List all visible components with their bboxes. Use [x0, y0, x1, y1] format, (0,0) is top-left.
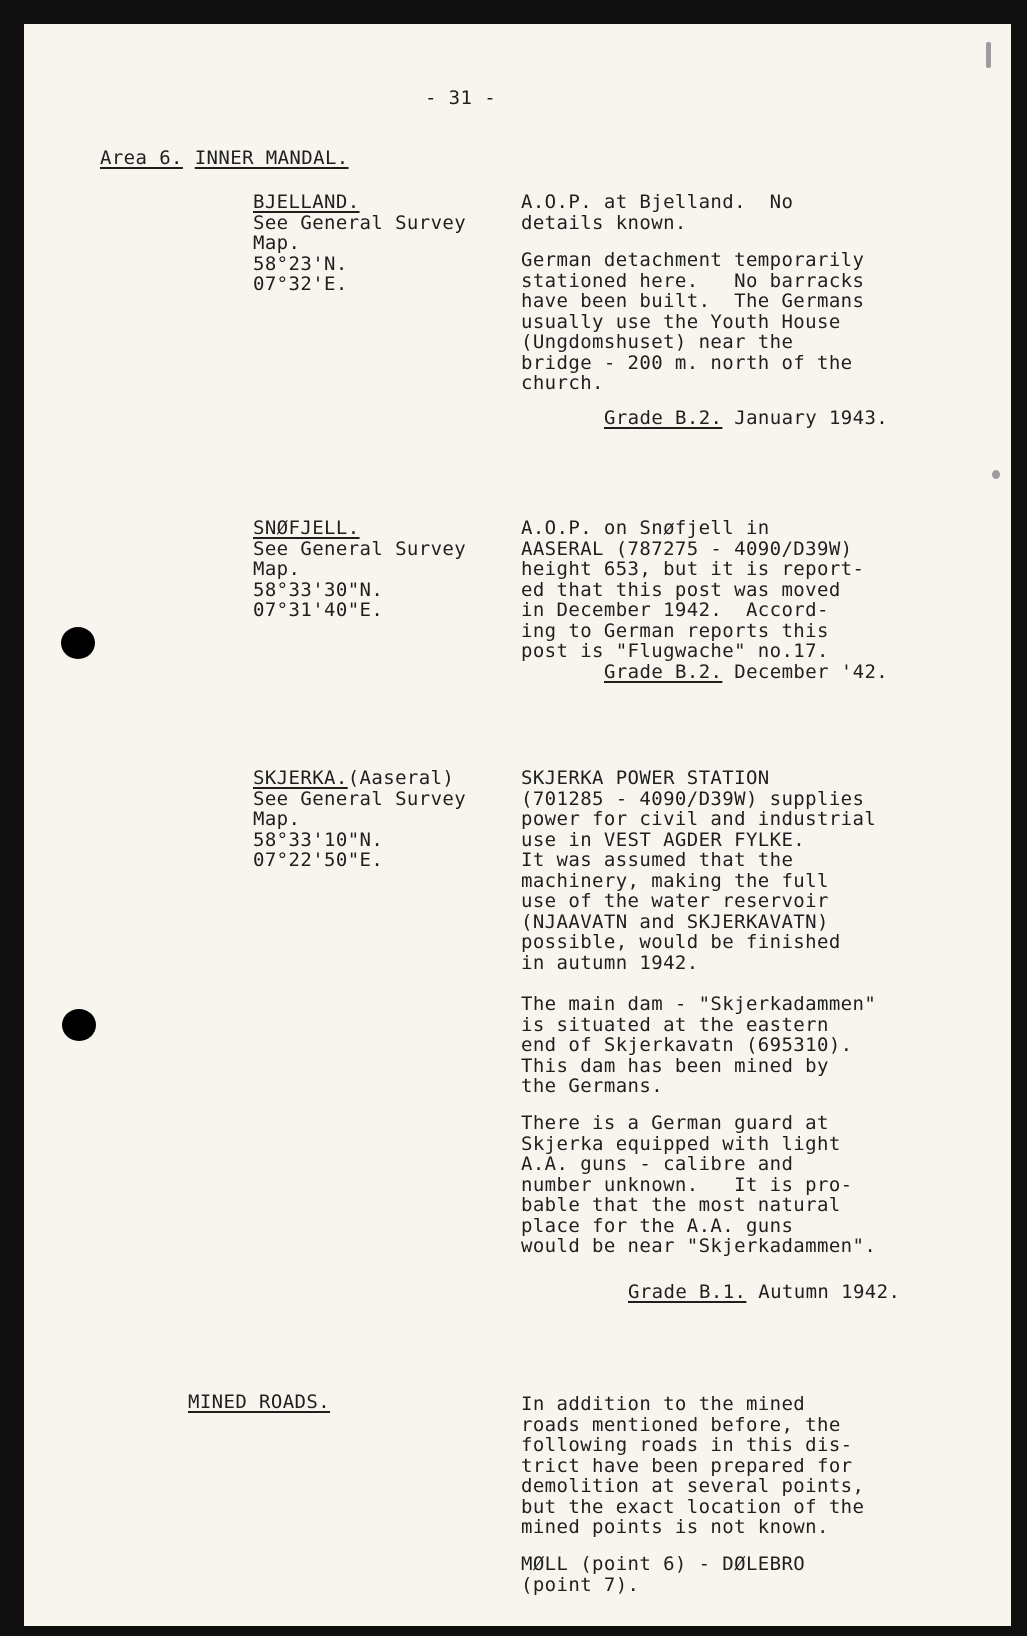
- description-line: in December 1942. Accord-: [521, 599, 829, 621]
- description-line: the Germans.: [521, 1075, 664, 1097]
- description-line: (NJAAVATN and SKJERKAVATN): [521, 910, 829, 933]
- entry-bjelland-grade: [604, 408, 888, 429]
- description-line: in autumn 1942.: [521, 951, 699, 974]
- entry-snofjell-location: [253, 518, 466, 621]
- description-line: A.O.P. on Snøfjell in: [521, 517, 770, 539]
- entry-skjerka-description-1: [521, 768, 876, 973]
- description-line: usually use the Youth House: [521, 310, 841, 333]
- description-line: A.A. guns - calibre and: [521, 1153, 794, 1175]
- description-line: This dam has been mined by: [521, 1054, 829, 1077]
- location-line: Map.: [253, 808, 301, 830]
- paper-speck: [992, 470, 1000, 479]
- area-heading-title: INNER MANDAL.: [194, 147, 349, 169]
- location-line: 58°33'10"N.: [253, 828, 384, 851]
- entry-bjelland-location: [253, 192, 466, 295]
- description-line: machinery, making the full: [521, 869, 829, 892]
- description-line: post is "Flugwache" no.17.: [521, 640, 829, 662]
- location-line: See General Survey: [253, 211, 467, 234]
- description-line: bable that the most natural: [521, 1194, 841, 1216]
- location-line: Map.: [253, 558, 301, 580]
- description-line: use in VEST AGDER FYLKE.: [521, 828, 806, 851]
- area-heading-prefix: Area 6.: [100, 147, 183, 169]
- mined-roads-heading: MINED ROADS.: [188, 1391, 331, 1413]
- description-line: (701285 - 4090/D39W) supplies: [521, 787, 865, 810]
- entry-skjerka-description-3: [521, 1113, 876, 1257]
- description-line: power for civil and industrial: [521, 808, 877, 830]
- description-line: is situated at the eastern: [521, 1013, 829, 1036]
- description-line: but the exact location of the: [521, 1495, 865, 1518]
- road-line: MØLL (point 6) - DØLEBRO: [521, 1553, 806, 1575]
- entry-skjerka-location: [253, 768, 466, 871]
- description-line: AASERAL (787275 - 4090/D39W): [521, 537, 853, 560]
- entry-bjelland-description-2: [521, 250, 864, 394]
- road-line: (point 7).: [521, 1573, 640, 1596]
- entry-skjerka-description-2: [521, 994, 876, 1097]
- description-line: place for the A.A. guns: [521, 1214, 794, 1237]
- description-line: bridge - 200 m. north of the: [521, 351, 853, 374]
- grade-label: Grade B.1.: [628, 1281, 747, 1303]
- area-heading: [100, 148, 349, 169]
- grade-date: Autumn 1942.: [758, 1281, 901, 1303]
- grade-date: December '42.: [734, 661, 889, 683]
- description-line: It was assumed that the: [521, 849, 794, 871]
- location-line: Map.: [253, 232, 301, 254]
- description-line: SKJERKA POWER STATION: [521, 767, 770, 789]
- description-line: use of the water reservoir: [521, 890, 829, 912]
- punch-hole: [62, 1009, 96, 1041]
- description-line: following roads in this dis-: [521, 1434, 853, 1456]
- location-line: 07°22'50"E.: [253, 849, 384, 871]
- description-line: demolition at several points,: [521, 1475, 865, 1497]
- description-line: ed that this post was moved: [521, 578, 841, 601]
- description-line: Skjerka equipped with light: [521, 1132, 841, 1155]
- mined-roads-text: [521, 1394, 864, 1538]
- description-line: ing to German reports this: [521, 619, 829, 642]
- description-line: There is a German guard at: [521, 1112, 829, 1134]
- description-line: German detachment temporarily: [521, 249, 865, 271]
- page-number: - 31 -: [425, 87, 497, 109]
- description-line: mined points is not known.: [521, 1516, 829, 1538]
- grade-label: Grade B.2.: [604, 407, 723, 429]
- description-line: roads mentioned before, the: [521, 1413, 841, 1436]
- location-line: 07°32'E.: [253, 273, 348, 295]
- place-name: SKJERKA.: [253, 767, 348, 789]
- description-line: number unknown. It is pro-: [521, 1173, 853, 1196]
- description-line: trict have been prepared for: [521, 1454, 853, 1477]
- description-line: In addition to the mined: [521, 1393, 806, 1415]
- mined-roads-list: [521, 1554, 805, 1595]
- grade-date: January 1943.: [734, 407, 889, 429]
- description-line: stationed here. No barracks: [521, 269, 865, 292]
- punch-hole: [61, 627, 95, 659]
- location-line: 58°23'N.: [253, 252, 348, 275]
- place-name: SNØFJELL.: [253, 517, 360, 539]
- description-line: A.O.P. at Bjelland. No: [521, 191, 794, 213]
- location-line: See General Survey: [253, 537, 467, 560]
- description-line: details known.: [521, 211, 687, 234]
- location-line: 07°31'40"E.: [253, 599, 384, 621]
- description-line: possible, would be finished: [521, 931, 841, 953]
- document-page: [24, 24, 1011, 1626]
- description-line: have been built. The Germans: [521, 290, 865, 312]
- entry-snofjell-description: [521, 518, 864, 662]
- entry-bjelland-description-1: [521, 192, 793, 233]
- grade-label: Grade B.2.: [604, 661, 723, 683]
- description-line: would be near "Skjerkadammen".: [521, 1235, 877, 1257]
- entry-snofjell-grade: [604, 662, 888, 683]
- location-line: 58°33'30"N.: [253, 578, 384, 601]
- place-name-suffix: (Aaseral): [347, 767, 455, 789]
- paper-speck: [986, 42, 991, 68]
- description-line: (Ungdomshuset) near the: [521, 331, 794, 353]
- location-line: See General Survey: [253, 787, 467, 810]
- description-line: The main dam - "Skjerkadammen": [521, 993, 877, 1015]
- description-line: church.: [521, 372, 604, 394]
- description-line: end of Skjerkavatn (695310).: [521, 1034, 853, 1056]
- description-line: height 653, but it is report-: [521, 558, 865, 580]
- place-name: BJELLAND.: [253, 191, 360, 213]
- entry-skjerka-grade: [628, 1282, 900, 1303]
